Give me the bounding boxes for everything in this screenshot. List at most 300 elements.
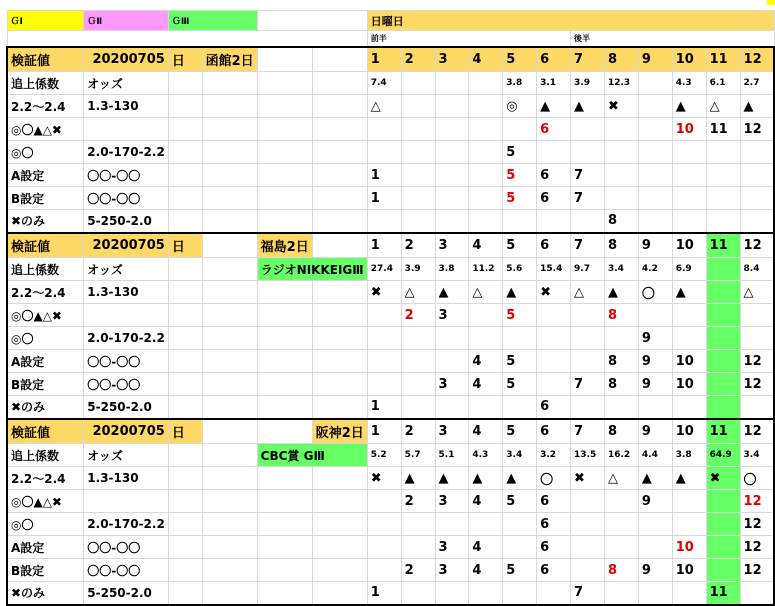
row-param[interactable]: オッズ <box>84 72 169 95</box>
race-cell[interactable] <box>435 118 469 141</box>
row-param[interactable]: 1.3-130 <box>84 467 169 490</box>
race-cell[interactable] <box>672 396 706 419</box>
race-cell[interactable] <box>604 582 638 605</box>
row-label[interactable]: 追上係数 <box>7 72 84 95</box>
row-param[interactable]: 〇〇-〇〇 <box>84 536 169 559</box>
mark-cell[interactable]: △ <box>571 281 605 304</box>
race-cell[interactable]: 6 <box>537 536 571 559</box>
race-cell[interactable] <box>367 490 401 513</box>
mark-cell[interactable]: ▲ <box>401 467 435 490</box>
empty-cell[interactable] <box>312 210 367 233</box>
race-cell[interactable] <box>503 396 537 419</box>
odds-cell[interactable]: 6.9 <box>672 258 706 281</box>
race-cell[interactable]: 5 <box>503 373 537 396</box>
race-cell[interactable]: 2 <box>401 559 435 582</box>
race-cell[interactable] <box>571 490 605 513</box>
race-cell[interactable] <box>672 210 706 233</box>
race-cell[interactable] <box>740 304 774 327</box>
odds-cell[interactable]: 4.3 <box>672 72 706 95</box>
empty-cell[interactable] <box>168 164 202 187</box>
day-label[interactable]: 日曜日 <box>367 11 774 31</box>
race-cell[interactable] <box>706 536 740 559</box>
race-cell[interactable]: 4 <box>469 559 503 582</box>
race-cell[interactable]: 9 <box>638 327 672 350</box>
odds-cell[interactable]: 3.8 <box>672 444 706 467</box>
odds-cell[interactable]: 16.2 <box>604 444 638 467</box>
race-cell[interactable] <box>571 118 605 141</box>
race-number-7[interactable]: 7 <box>571 419 605 444</box>
race-cell[interactable] <box>706 327 740 350</box>
race-number-1[interactable]: 1 <box>367 47 401 72</box>
race-cell[interactable]: 5 <box>503 350 537 373</box>
verification-label[interactable]: 検証値 <box>7 47 84 72</box>
race-cell[interactable] <box>367 210 401 233</box>
race-cell[interactable] <box>638 187 672 210</box>
race-cell[interactable] <box>706 350 740 373</box>
odds-cell[interactable]: 64.9 <box>706 444 740 467</box>
odds-cell[interactable]: 5.2 <box>367 444 401 467</box>
row-label[interactable]: 追上係数 <box>7 444 84 467</box>
race-cell[interactable]: 9 <box>638 350 672 373</box>
race-cell[interactable] <box>469 513 503 536</box>
race-cell[interactable] <box>469 210 503 233</box>
race-cell[interactable] <box>401 396 435 419</box>
mark-cell[interactable]: △ <box>469 281 503 304</box>
row-param[interactable] <box>84 304 169 327</box>
row-label[interactable]: 2.2～2.4 <box>7 281 84 304</box>
mark-cell[interactable]: ▲ <box>672 281 706 304</box>
row-param[interactable]: 〇〇-〇〇 <box>84 373 169 396</box>
row-label[interactable]: B設定 <box>7 559 84 582</box>
race-cell[interactable]: 6 <box>537 490 571 513</box>
mark-cell[interactable]: ✖ <box>604 95 638 118</box>
race-number-2[interactable]: 2 <box>401 419 435 444</box>
race-cell[interactable] <box>367 118 401 141</box>
row-label[interactable]: B設定 <box>7 187 84 210</box>
race-number-1[interactable]: 1 <box>367 419 401 444</box>
empty-cell[interactable] <box>202 141 257 164</box>
race-cell[interactable]: 6 <box>537 513 571 536</box>
row-label[interactable]: ◎〇▲△✖ <box>7 118 84 141</box>
race-cell[interactable] <box>571 513 605 536</box>
race-number-8[interactable]: 8 <box>604 47 638 72</box>
race-cell[interactable] <box>638 513 672 536</box>
race-cell[interactable]: 4 <box>469 373 503 396</box>
race-cell[interactable] <box>537 350 571 373</box>
row-label[interactable]: 2.2～2.4 <box>7 95 84 118</box>
race-number-12[interactable]: 12 <box>740 47 774 72</box>
race-cell[interactable] <box>503 210 537 233</box>
row-param[interactable]: オッズ <box>84 258 169 281</box>
race-cell[interactable] <box>571 141 605 164</box>
empty-cell[interactable] <box>202 187 257 210</box>
race-cell[interactable]: 3 <box>435 373 469 396</box>
verification-label[interactable]: 検証値 <box>7 233 84 258</box>
race-cell[interactable]: 3 <box>435 490 469 513</box>
empty-cell[interactable] <box>257 419 312 444</box>
race-cell[interactable] <box>469 187 503 210</box>
race-cell[interactable] <box>706 210 740 233</box>
race-cell[interactable] <box>706 513 740 536</box>
race-cell[interactable] <box>706 396 740 419</box>
race-cell[interactable] <box>604 164 638 187</box>
race-cell[interactable] <box>435 164 469 187</box>
race-cell[interactable]: 6 <box>537 396 571 419</box>
race-cell[interactable] <box>435 327 469 350</box>
odds-cell[interactable] <box>638 72 672 95</box>
empty-cell[interactable] <box>168 304 202 327</box>
race-cell[interactable]: 12 <box>740 350 774 373</box>
race-cell[interactable]: 4 <box>469 490 503 513</box>
empty-cell[interactable] <box>168 72 202 95</box>
race-cell[interactable] <box>401 350 435 373</box>
empty-cell[interactable] <box>312 396 367 419</box>
race-number-3[interactable]: 3 <box>435 47 469 72</box>
empty-cell[interactable] <box>312 118 367 141</box>
empty-cell[interactable] <box>257 118 312 141</box>
row-param[interactable]: 5-250-2.0 <box>84 210 169 233</box>
row-label[interactable]: B設定 <box>7 373 84 396</box>
race-number-4[interactable]: 4 <box>469 419 503 444</box>
race-cell[interactable] <box>503 513 537 536</box>
empty-cell[interactable] <box>202 304 257 327</box>
race-cell[interactable]: 1 <box>367 582 401 605</box>
mark-cell[interactable]: △ <box>706 95 740 118</box>
odds-cell[interactable]: 3.4 <box>740 444 774 467</box>
race-number-11[interactable]: 11 <box>706 233 740 258</box>
odds-cell[interactable]: 3.4 <box>503 444 537 467</box>
empty-cell[interactable] <box>257 327 312 350</box>
race-cell[interactable] <box>503 327 537 350</box>
race-cell[interactable] <box>571 350 605 373</box>
empty-cell[interactable] <box>168 95 202 118</box>
empty-cell[interactable] <box>202 95 257 118</box>
empty-cell[interactable] <box>168 210 202 233</box>
race-cell[interactable]: 12 <box>740 559 774 582</box>
race-cell[interactable]: 6 <box>537 559 571 582</box>
odds-cell[interactable]: 11.2 <box>469 258 503 281</box>
empty-cell[interactable] <box>168 444 202 467</box>
race-cell[interactable]: 2 <box>401 490 435 513</box>
race-cell[interactable] <box>367 327 401 350</box>
empty-cell[interactable] <box>202 582 257 605</box>
weekday-cell[interactable]: 日 <box>168 47 202 72</box>
race-cell[interactable]: 7 <box>571 582 605 605</box>
race-cell[interactable]: 11 <box>706 582 740 605</box>
race-cell[interactable] <box>401 187 435 210</box>
race-cell[interactable] <box>571 559 605 582</box>
empty-cell[interactable] <box>312 582 367 605</box>
race-number-11[interactable]: 11 <box>706 47 740 72</box>
race-cell[interactable] <box>638 536 672 559</box>
odds-cell[interactable]: 27.4 <box>367 258 401 281</box>
race-cell[interactable]: 7 <box>571 187 605 210</box>
empty-cell[interactable] <box>202 419 257 444</box>
race-number-9[interactable]: 9 <box>638 419 672 444</box>
row-param[interactable]: 1.3-130 <box>84 95 169 118</box>
row-label[interactable]: ✖のみ <box>7 396 84 419</box>
empty-cell[interactable] <box>257 11 367 31</box>
race-cell[interactable]: 4 <box>469 536 503 559</box>
race-cell[interactable] <box>638 118 672 141</box>
venue-cell[interactable]: 函館2日 <box>202 47 257 72</box>
race-cell[interactable]: 9 <box>638 559 672 582</box>
empty-cell[interactable] <box>168 327 202 350</box>
empty-cell[interactable] <box>168 118 202 141</box>
odds-cell[interactable] <box>435 72 469 95</box>
race-cell[interactable] <box>401 118 435 141</box>
empty-cell[interactable] <box>312 327 367 350</box>
row-label[interactable]: 追上係数 <box>7 258 84 281</box>
mark-cell[interactable]: △ <box>401 281 435 304</box>
race-cell[interactable] <box>469 164 503 187</box>
race-number-12[interactable]: 12 <box>740 419 774 444</box>
race-number-10[interactable]: 10 <box>672 419 706 444</box>
race-cell[interactable]: 10 <box>672 350 706 373</box>
race-cell[interactable] <box>604 187 638 210</box>
row-param[interactable] <box>84 490 169 513</box>
grade-g2-label[interactable]: ＧⅡ <box>84 11 169 31</box>
weekday-cell[interactable]: 日 <box>168 233 202 258</box>
mark-cell[interactable]: ▲ <box>740 95 774 118</box>
row-label[interactable]: ◎〇 <box>7 327 84 350</box>
race-cell[interactable]: 3 <box>435 304 469 327</box>
race-cell[interactable] <box>604 396 638 419</box>
empty-cell[interactable] <box>257 210 312 233</box>
odds-cell[interactable]: 3.1 <box>537 72 571 95</box>
race-number-4[interactable]: 4 <box>469 233 503 258</box>
race-cell[interactable] <box>706 559 740 582</box>
empty-cell[interactable] <box>257 559 312 582</box>
race-cell[interactable] <box>401 373 435 396</box>
empty-cell[interactable] <box>202 513 257 536</box>
mark-cell[interactable]: ◎ <box>503 95 537 118</box>
empty-cell[interactable] <box>202 327 257 350</box>
odds-cell[interactable]: 5.1 <box>435 444 469 467</box>
empty-cell[interactable] <box>257 47 312 72</box>
race-cell[interactable] <box>706 373 740 396</box>
empty-cell[interactable] <box>168 513 202 536</box>
odds-cell[interactable]: 3.2 <box>537 444 571 467</box>
empty-cell[interactable] <box>312 164 367 187</box>
row-param[interactable]: 2.0-170-2.2 <box>84 141 169 164</box>
row-label[interactable]: A設定 <box>7 536 84 559</box>
race-number-5[interactable]: 5 <box>503 419 537 444</box>
race-cell[interactable] <box>401 513 435 536</box>
race-number-8[interactable]: 8 <box>604 419 638 444</box>
race-cell[interactable] <box>672 327 706 350</box>
mark-cell[interactable]: ▲ <box>571 95 605 118</box>
empty-cell[interactable] <box>168 582 202 605</box>
odds-cell[interactable]: 7.4 <box>367 72 401 95</box>
venue-cell[interactable]: 福島2日 <box>257 233 312 258</box>
row-param[interactable]: 5-250-2.0 <box>84 396 169 419</box>
empty-cell[interactable] <box>168 373 202 396</box>
mark-cell[interactable] <box>435 95 469 118</box>
odds-cell[interactable]: 8.4 <box>740 258 774 281</box>
race-cell[interactable]: 6 <box>537 164 571 187</box>
race-cell[interactable]: 5 <box>503 187 537 210</box>
race-cell[interactable] <box>740 187 774 210</box>
row-label[interactable]: ◎〇▲△✖ <box>7 304 84 327</box>
empty-cell[interactable] <box>257 141 312 164</box>
race-cell[interactable] <box>571 210 605 233</box>
race-cell[interactable] <box>571 327 605 350</box>
mark-cell[interactable]: △ <box>367 95 401 118</box>
race-cell[interactable] <box>672 582 706 605</box>
race-cell[interactable] <box>469 582 503 605</box>
race-cell[interactable] <box>401 164 435 187</box>
race-cell[interactable] <box>469 118 503 141</box>
race-cell[interactable] <box>401 536 435 559</box>
race-cell[interactable] <box>571 536 605 559</box>
race-cell[interactable] <box>503 536 537 559</box>
race-number-7[interactable]: 7 <box>571 233 605 258</box>
race-cell[interactable] <box>367 304 401 327</box>
race-cell[interactable] <box>367 536 401 559</box>
race-cell[interactable]: 1 <box>367 187 401 210</box>
race-cell[interactable] <box>469 304 503 327</box>
empty-cell[interactable] <box>7 31 367 47</box>
empty-cell[interactable] <box>312 373 367 396</box>
mark-cell[interactable]: ✖ <box>571 467 605 490</box>
race-cell[interactable] <box>672 304 706 327</box>
race-cell[interactable]: 8 <box>604 559 638 582</box>
race-cell[interactable] <box>706 304 740 327</box>
race-cell[interactable] <box>367 350 401 373</box>
empty-cell[interactable] <box>257 164 312 187</box>
race-cell[interactable] <box>537 582 571 605</box>
race-cell[interactable]: 10 <box>672 559 706 582</box>
grade-g3-label[interactable]: ＧⅢ <box>168 11 257 31</box>
empty-cell[interactable] <box>257 582 312 605</box>
race-cell[interactable] <box>604 490 638 513</box>
empty-cell[interactable] <box>257 281 312 304</box>
row-param[interactable]: 2.0-170-2.2 <box>84 327 169 350</box>
race-cell[interactable]: 12 <box>740 373 774 396</box>
race-cell[interactable] <box>435 513 469 536</box>
empty-cell[interactable] <box>312 559 367 582</box>
mark-cell[interactable]: ▲ <box>672 95 706 118</box>
empty-cell[interactable] <box>312 513 367 536</box>
race-cell[interactable]: 8 <box>604 350 638 373</box>
race-cell[interactable]: 5 <box>503 490 537 513</box>
odds-cell[interactable]: 3.8 <box>435 258 469 281</box>
empty-cell[interactable] <box>168 281 202 304</box>
odds-cell[interactable]: 12.3 <box>604 72 638 95</box>
race-cell[interactable] <box>435 210 469 233</box>
odds-cell[interactable]: 9.7 <box>571 258 605 281</box>
race-cell[interactable] <box>706 141 740 164</box>
second-half-label[interactable]: 後半 <box>571 31 774 47</box>
race-number-11[interactable]: 11 <box>706 419 740 444</box>
race-cell[interactable]: 10 <box>672 536 706 559</box>
odds-cell[interactable]: 6.1 <box>706 72 740 95</box>
odds-cell[interactable]: 3.4 <box>604 258 638 281</box>
race-number-2[interactable]: 2 <box>401 233 435 258</box>
date-cell[interactable]: 20200705 <box>84 233 169 258</box>
empty-cell[interactable] <box>312 304 367 327</box>
empty-cell[interactable] <box>312 281 367 304</box>
race-cell[interactable] <box>435 582 469 605</box>
mark-cell[interactable]: ▲ <box>604 281 638 304</box>
row-label[interactable]: 2.2～2.4 <box>7 467 84 490</box>
odds-cell[interactable]: 4.4 <box>638 444 672 467</box>
empty-cell[interactable] <box>312 536 367 559</box>
race-number-4[interactable]: 4 <box>469 47 503 72</box>
race-cell[interactable]: 4 <box>469 350 503 373</box>
mark-cell[interactable]: △ <box>740 281 774 304</box>
race-number-5[interactable]: 5 <box>503 47 537 72</box>
race-cell[interactable] <box>537 373 571 396</box>
empty-cell[interactable] <box>257 490 312 513</box>
empty-cell[interactable] <box>202 164 257 187</box>
mark-cell[interactable]: ▲ <box>638 467 672 490</box>
empty-cell[interactable] <box>312 47 367 72</box>
race-cell[interactable] <box>401 582 435 605</box>
empty-cell[interactable] <box>202 536 257 559</box>
verification-label[interactable]: 検証値 <box>7 419 84 444</box>
row-label[interactable]: ✖のみ <box>7 582 84 605</box>
empty-cell[interactable] <box>202 373 257 396</box>
race-cell[interactable] <box>367 141 401 164</box>
row-label[interactable]: ✖のみ <box>7 210 84 233</box>
empty-cell[interactable] <box>168 490 202 513</box>
race-number-7[interactable]: 7 <box>571 47 605 72</box>
race-cell[interactable]: 1 <box>367 396 401 419</box>
race-cell[interactable] <box>503 118 537 141</box>
empty-cell[interactable] <box>257 72 312 95</box>
empty-cell[interactable] <box>168 258 202 281</box>
race-cell[interactable] <box>638 396 672 419</box>
race-cell[interactable] <box>740 396 774 419</box>
race-cell[interactable] <box>435 187 469 210</box>
row-label[interactable]: ◎〇▲△✖ <box>7 490 84 513</box>
empty-cell[interactable] <box>202 490 257 513</box>
race-cell[interactable]: 5 <box>503 164 537 187</box>
race-cell[interactable] <box>740 582 774 605</box>
mark-cell[interactable]: ▲ <box>537 95 571 118</box>
race-cell[interactable] <box>672 141 706 164</box>
odds-cell[interactable]: 3.9 <box>571 72 605 95</box>
race-cell[interactable]: 9 <box>638 373 672 396</box>
empty-cell[interactable] <box>312 187 367 210</box>
race-cell[interactable] <box>401 141 435 164</box>
mark-cell[interactable]: △ <box>604 467 638 490</box>
race-cell[interactable]: 12 <box>740 490 774 513</box>
race-number-6[interactable]: 6 <box>537 419 571 444</box>
mark-cell[interactable]: ▲ <box>672 467 706 490</box>
race-cell[interactable]: 2 <box>401 304 435 327</box>
race-cell[interactable]: 1 <box>367 164 401 187</box>
odds-cell[interactable]: 5.6 <box>503 258 537 281</box>
mark-cell[interactable]: ✖ <box>706 467 740 490</box>
mark-cell[interactable]: ✖ <box>367 281 401 304</box>
mark-cell[interactable] <box>706 281 740 304</box>
empty-cell[interactable] <box>168 350 202 373</box>
row-param[interactable]: オッズ <box>84 444 169 467</box>
weekday-cell[interactable]: 日 <box>168 419 202 444</box>
race-number-10[interactable]: 10 <box>672 233 706 258</box>
race-cell[interactable] <box>537 327 571 350</box>
empty-cell[interactable] <box>257 373 312 396</box>
empty-cell[interactable] <box>257 536 312 559</box>
race-number-2[interactable]: 2 <box>401 47 435 72</box>
empty-cell[interactable] <box>202 233 257 258</box>
empty-cell[interactable] <box>257 467 312 490</box>
empty-cell[interactable] <box>168 467 202 490</box>
race-cell[interactable] <box>469 396 503 419</box>
